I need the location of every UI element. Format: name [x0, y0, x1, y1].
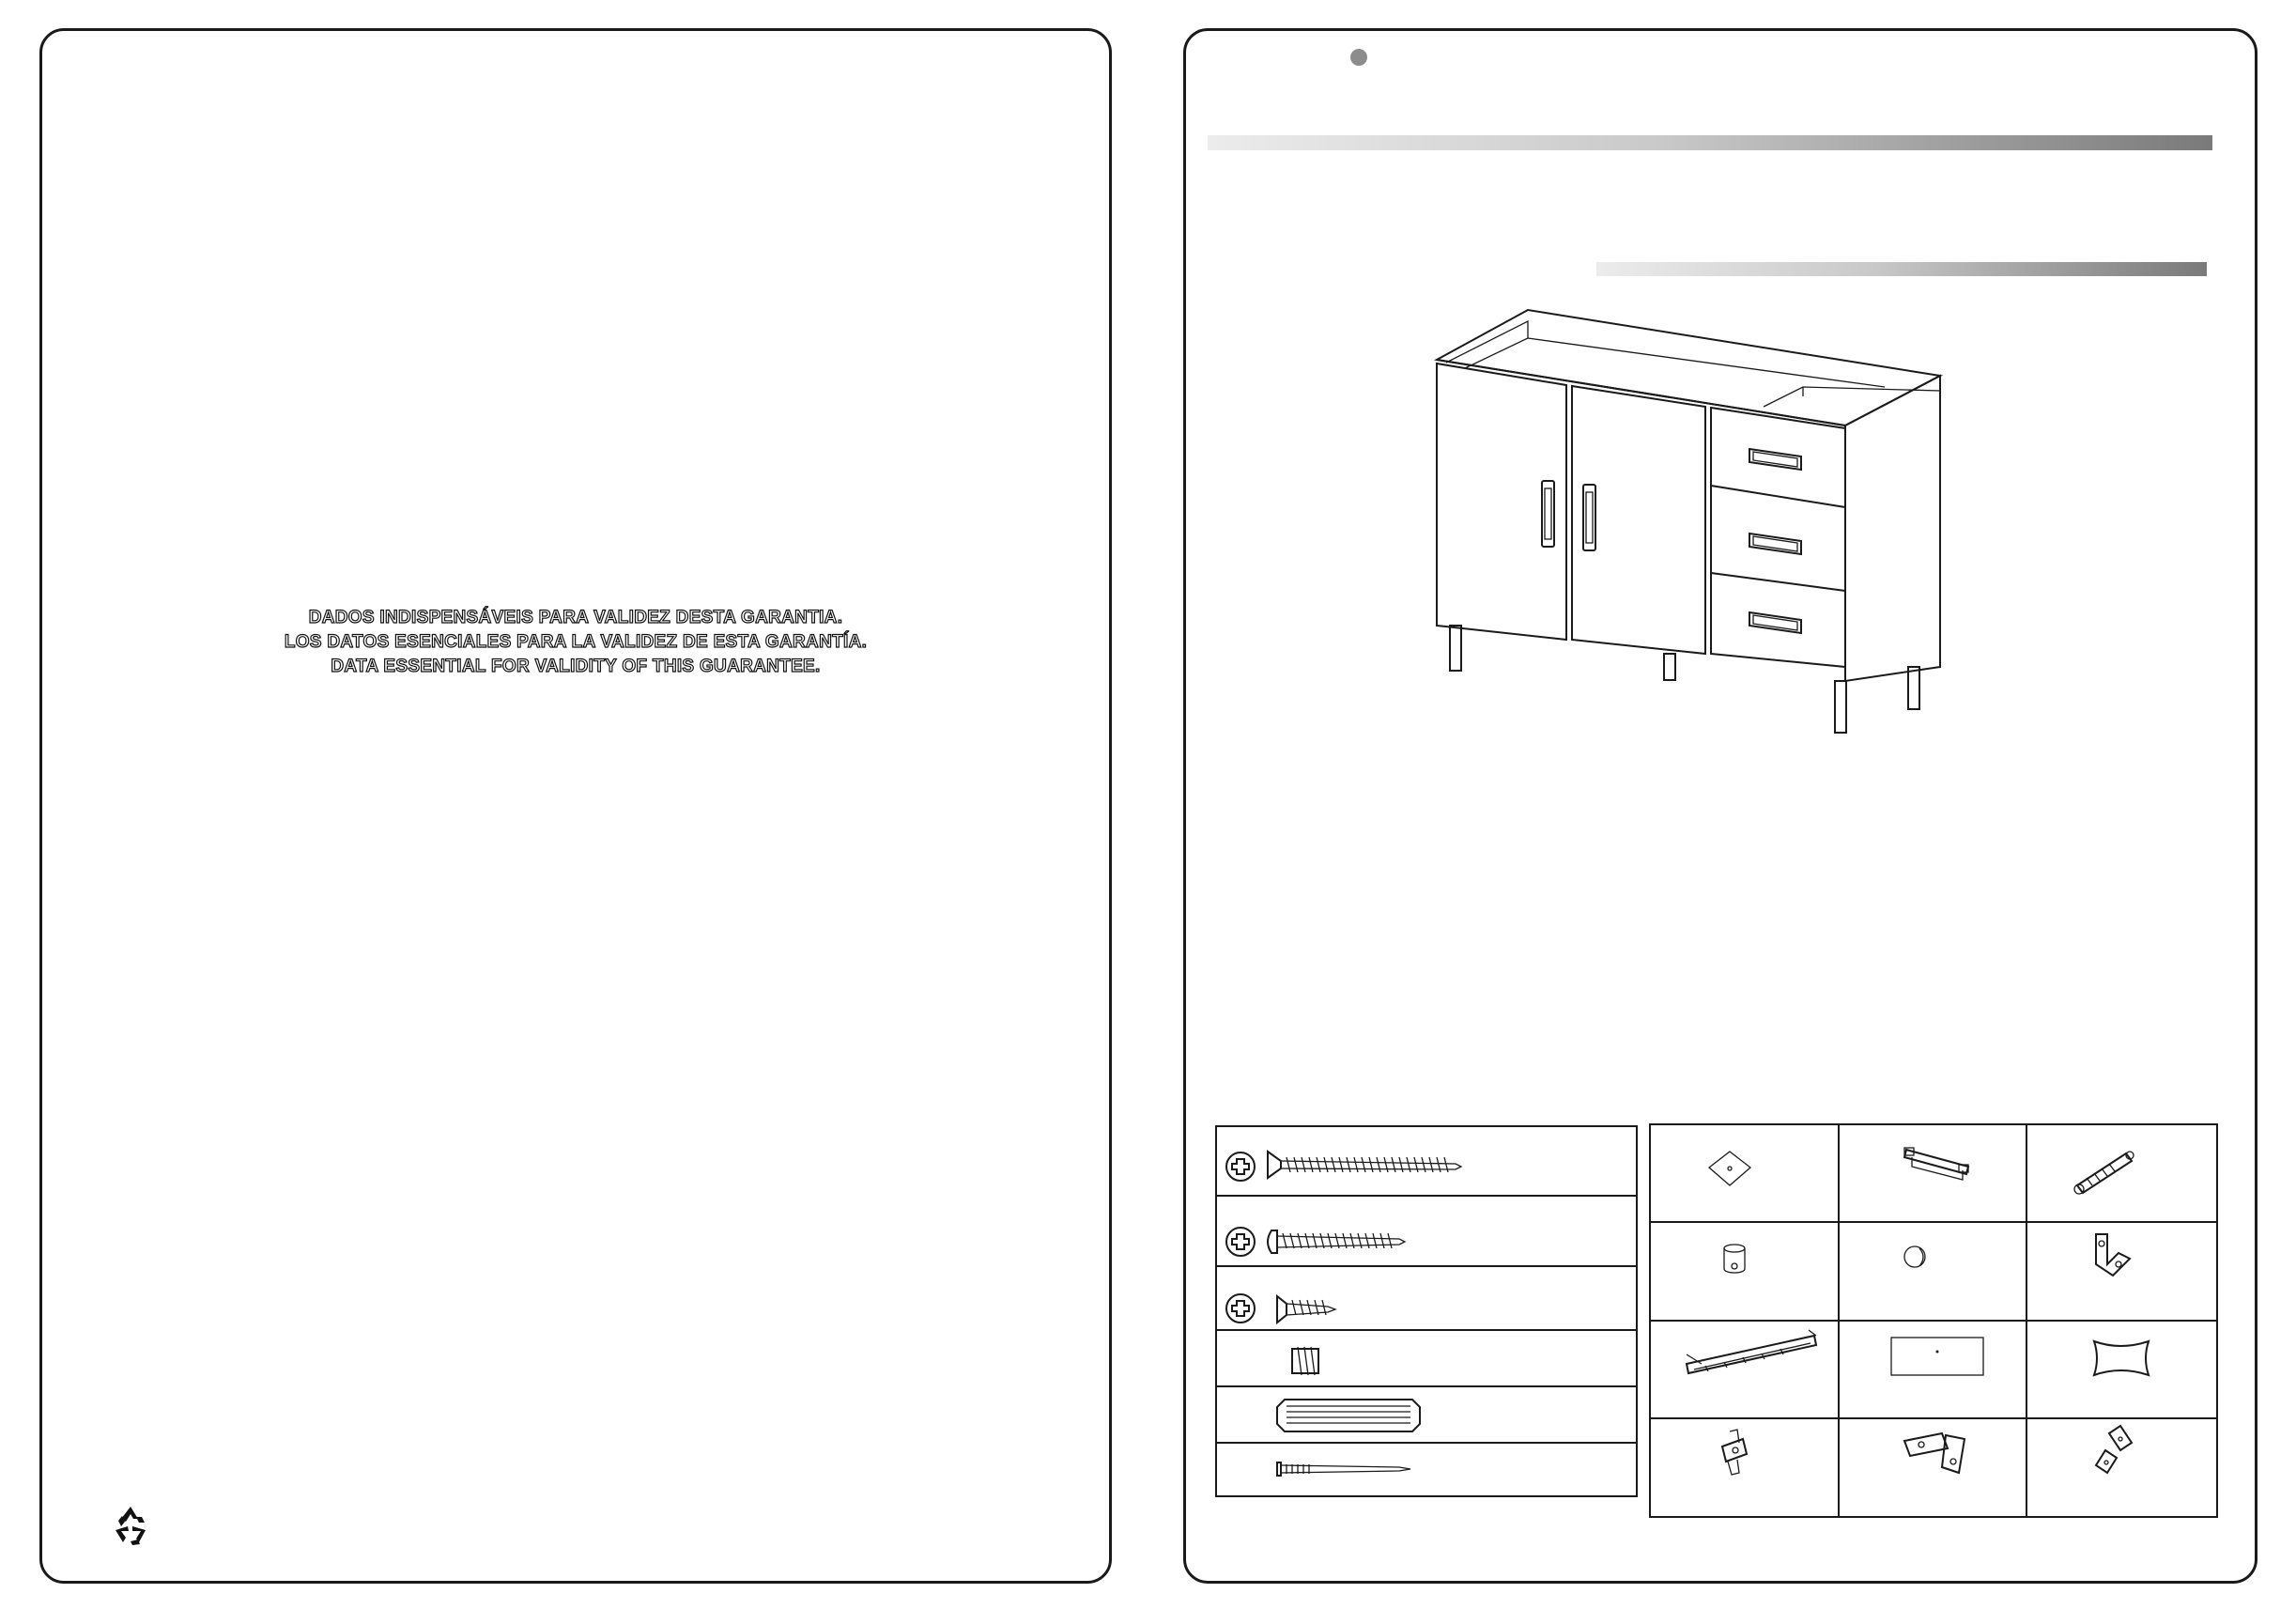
minifix-cam-icon [1724, 1245, 1745, 1273]
long-wood-screw-icon [1226, 1152, 1461, 1181]
shelf-knob-icon [1904, 1246, 1925, 1267]
guarantee-line-pt: DADOS INDISPENSÁVEIS PARA VALIDEZ DESTA GARANTIA. [308, 608, 843, 627]
diamond-plate-icon [1709, 1152, 1750, 1185]
drawer-slide-icon [1687, 1330, 1816, 1373]
nail-icon [1277, 1462, 1410, 1476]
medium-wood-screw-icon [1226, 1228, 1405, 1256]
header-gradient-bar [1208, 135, 2212, 150]
cushion-pad-icon [2094, 1341, 2149, 1375]
guarantee-line-es: LOS DATOS ESENCIALES PARA LA VALIDEZ DE ESTA GARANTÍA. [284, 632, 868, 652]
hinge-with-plate-icon [1904, 1433, 1965, 1473]
hardware-grid-table [1649, 1123, 2218, 1518]
recycle-icon [110, 1504, 151, 1545]
minifix-bolt-icon [2074, 1152, 2134, 1194]
hardware-list-table [1215, 1125, 1638, 1497]
handle-icon [1904, 1148, 1968, 1180]
label-plate-icon [1891, 1338, 1983, 1375]
wooden-dowel-icon [1277, 1400, 1420, 1431]
left-panel [39, 28, 1112, 1584]
small-bracket-icon [2096, 1426, 2132, 1473]
cabinet-illustration [1427, 301, 1953, 742]
hinge-icon [1722, 1430, 1747, 1475]
marker-dot [1350, 49, 1367, 66]
short-wood-screw-icon [1226, 1294, 1335, 1323]
angle-bracket-icon [2096, 1234, 2130, 1276]
small-dowel-icon [1292, 1347, 1318, 1375]
guarantee-line-en: DATA ESSENTIAL FOR VALIDITY OF THIS GUARANTEE. [331, 657, 821, 676]
subheader-gradient-bar [1596, 262, 2207, 276]
